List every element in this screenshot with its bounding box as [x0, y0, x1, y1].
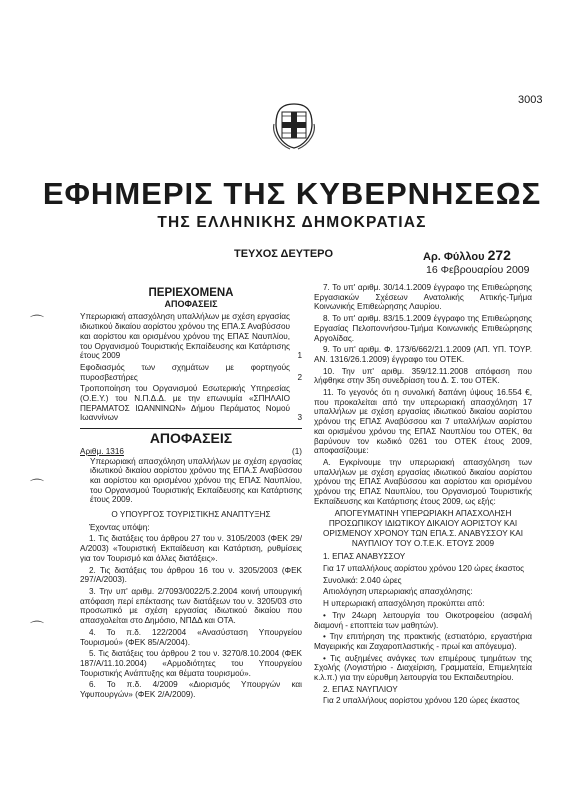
masthead-title: ΕΦΗΜΕΡΙΣ ΤΗΣ ΚΥΒΕΡΝΗΣΕΩΣ — [42, 176, 542, 211]
divider — [80, 428, 302, 429]
approval-paragraph: Α. Εγκρίνουμε την υπερωριακή απασχόληση των υπαλλήλων με σχέση εργασίας ιδιωτικού δικαίου αορίστου χρόνου της ΕΠΑΣ Αναβύσσου και αορίστου και ορισμένου χρόνου της ΕΠΑΣ Ναυπλίου, του Οργανισμού Τουριστικής Εκπαίδευσης και Κατάρτισης έτους 2009, ως εξής: — [314, 457, 532, 506]
consideration-item: 7. Το υπ' αριθμ. 30/14.1.2009 έγγραφο της Επιθεώρησης Εργασιακών Σχέσεων Ανατολικής Αττικής-Τμήμα Κοινωνικής Επιθεώρησης Λαυρίου. — [314, 283, 532, 312]
bullet-item: • Τις αυξημένες ανάγκες των επιμέρους τμημάτων της Σχολής (Λογιστήριο - Διαχείριση, Γραμματεία, Επιμελητεία κ.λ.π.) για την εύρυθμη λειτουργία του Εκπαιδευτηρίου. — [314, 653, 532, 683]
page-number: 3003 — [518, 94, 543, 106]
sheet-number-value: 272 — [487, 247, 511, 263]
toc-entry-text: Εφοδιασμός των σχημάτων με φορτηγούς πυροσβεστήρες — [80, 362, 290, 382]
consideration-item: 9. Το υπ' αριθμ. Φ. 173/6/662/21.1.2009 (ΑΠ. ΥΠ. ΤΟΥΡ. ΑΝ. 1316/26.1.2009) έγγραφο του ΟΤΕΚ. — [314, 345, 532, 364]
toc-entry-text: Τροποποίηση του Οργανισμού Εσωτερικής Υπηρεσίας (Ο.Ε.Υ.) του Ν.Π.Δ.Δ. με την επωνυμία «ΣΠΗΛΑΙΟ ΠΕΡΑΜΑΤΟΣ ΙΩΑΝΝΙΝΩΝ» Δήμου Περάματος Νομού Ιωαννίνων — [80, 384, 290, 423]
consideration-item: 2. Τις διατάξεις του άρθρου 16 του ν. 3205/2003 (ΦΕΚ 297/Α/2003). — [80, 565, 302, 585]
section-title: 1. ΕΠΑΣ ΑΝΑΒΥΣΣΟΥ — [323, 552, 406, 562]
table-title: ΑΠΟΓΕΥΜΑΤΙΝΗ ΥΠΕΡΩΡΙΑΚΗ ΑΠΑΣΧΟΛΗΣΗ ΠΡΟΣΩΠΙΚΟΥ ΙΔΙΩΤΙΚΟΥ ΔΙΚΑΙΟΥ ΑΟΡΙΣΤΟΥ ΚΑΙ ΟΡΙΣΜΕΝΟΥ ΧΡΟΝΟΥ ΤΩΝ ΕΠΑ.Σ. ΑΝΑΒΥΣΣΟΥ ΚΑΙ ΝΑΥΠΛΙΟΥ ΤΟΥ Ο.Τ.Ε.Κ. ΕΤΟΥΣ 2009 — [323, 509, 523, 548]
toc-entry[interactable] — [80, 312, 302, 361]
sheet-number — [423, 247, 511, 263]
left-column — [80, 283, 302, 702]
consideration-item: 5. Τις διατάξεις του άρθρου 2 του ν. 3270/8.10.2004 (ΦΕΚ 187/Α/11.10.2004) «Αρμοδιότητες του Υπουργείου Τουριστικής Ανάπτυξης και θέματα τουρισμού». — [80, 649, 302, 678]
toc-entry-page: 3 — [297, 413, 302, 423]
decisions-heading: ΑΠΟΦΑΣΕΙΣ — [149, 430, 233, 447]
bullet-item: • Την επιτήρηση της πρακτικής (εστιατόριο, εργαστήρια Μαγειρικής και Ζαχαροπλαστικής - πρωί και απόγευμα). — [314, 632, 532, 651]
considering-label: Έχοντας υπόψη: — [89, 522, 150, 532]
minister-title: Ο ΥΠΟΥΡΓΟΣ ΤΟΥΡΙΣΤΙΚΗΣ ΑΝΑΠΤΥΞΗΣ — [111, 510, 271, 520]
toc-entry[interactable] — [80, 363, 302, 382]
bullet-item: • Την 24ωρη λειτουργία του Οικοτροφείου (ασφαλή διαμονή - εποπτεία των μαθητών). — [314, 610, 532, 630]
consideration-item: 10. Την υπ' αριθμ. 359/12.11.2008 απόφαση που λήφθηκε στην 35η συνεδρίαση του Δ. Σ. του ΟΤΕΚ. — [314, 366, 532, 386]
issue-date: 16 Φεβρουαρίου 2009 — [426, 264, 530, 276]
contents-heading: ΠΕΡΙΕΧΟΜΕΝΑ — [148, 287, 234, 299]
toc-entry-page: 2 — [297, 372, 302, 382]
greek-coat-of-arms-icon — [270, 102, 318, 150]
section-total: Συνολικά: 2.040 ώρες — [323, 575, 402, 585]
decision-summary: Υπερωριακή απασχόληση υπαλλήλων με σχέση εργασίας ιδιωτικού δικαίου αορίστου χρόνου της ΕΠΑ.Σ Αναβύσσου και αορίστου και ορισμένου χρόνου της ΕΠΑΣ Ναυπλίου, του Οργανισμού Τουριστικής Εκπαίδευσης και Κατάρτισης έτους 2009. — [90, 456, 302, 505]
toc-entry-text: Υπερωριακή απασχόληση υπαλλήλων με σχέση εργασίας ιδιωτικού δικαίου αορίστου χρόνου της ΕΠΑ.Σ Αναβύσσου και αορίστου και ορισμένου χρόνου της ΕΠΑΣ Ναυπλίου, του Οργανισμού Τουριστικής Εκπαίδευσης και Κατάρτισης έτους 2009 — [80, 312, 290, 361]
consideration-item: 11. Το γεγονός ότι η συνολική δαπάνη ύψους 16.554 €, που προκαλείται από την υπερωριακή απασχόληση 17 υπαλλήλων με σχέση εργασίας ιδιωτικού δικαίου αορίστου χρόνου της ΕΠΑΣ Αναβύσσου και 7 υπαλλήλων αορίστου και ορισμένου χρόνου της ΕΠΑΣ Ναυπλίου του ΟΤΕΚ, θα βαρύνουν τον κωδικό 0261 του ΟΤΕΚ έτους 2009, αποφασίζουμε: — [314, 388, 532, 456]
consideration-item: 8. Το υπ' αριθμ. 83/15.1.2009 έγγραφο της Επιθεώρησης Εργασίας Πελοποννήσου-Τμήμα Κοινωνικής Επιθεώρησης Αργολίδας. — [314, 314, 532, 343]
section-line: Για 2 υπαλλήλους αορίστου χρόνου 120 ώρες έκαστος — [323, 696, 520, 706]
margin-mark: ⌒ — [30, 478, 44, 494]
toc-entry-page: 1 — [297, 351, 302, 361]
right-column — [314, 283, 532, 708]
section-need: Η υπερωριακή απασχόληση προκύπτει από: — [323, 599, 485, 609]
sheet-label: Αρ. Φύλλου — [423, 251, 485, 263]
section-title: 2. ΕΠΑΣ ΝΑΥΠΛΙΟΥ — [323, 684, 398, 694]
decision-number: Αριθμ. 1316 — [80, 446, 124, 456]
consideration-item: 1. Τις διατάξεις του άρθρου 27 του ν. 3105/2003 (ΦΕΚ 29/Α/2003) «Τουριστική Εκπαίδευση και Κατάρτιση, ρυθμίσεις για τον Τουρισμό και άλλες διατάξεις». — [80, 534, 302, 563]
section-justification: Αιτιολόγηση υπερωριακής απασχόλησης: — [323, 587, 473, 597]
issue-label: ΤΕΥΧΟΣ ΔΕΥΤΕΡΟ — [234, 248, 334, 260]
consideration-item: 4. Το π.δ. 122/2004 «Ανασύσταση Υπουργείου Τουρισμού» (ΦΕΚ 85/Α/2004). — [80, 627, 302, 647]
masthead-subtitle: ΤΗΣ ΕΛΛΗΝΙΚΗΣ ΔΗΜΟΚΡΑΤΙΑΣ — [157, 214, 427, 231]
section-line: Για 17 υπαλλήλους αορίστου χρόνου 120 ώρες έκαστος — [323, 563, 525, 573]
decision-ref: (1) — [291, 446, 302, 456]
consideration-item: 3. Την υπ' αριθμ. 2/7093/0022/5.2.2004 κοινή υπουργική απόφαση περί επέκτασης των διατάξεων του ν. 3205/03 στο προσωπικό με σχέση εργασίας ιδιωτικού δικαίου που απασχολείται στο Δημόσιο, ΝΠΔΔ και ΟΤΑ. — [80, 586, 302, 626]
contents-subheading: ΑΠΟΦΑΣΕΙΣ — [164, 298, 218, 309]
margin-mark: ⌒ — [30, 314, 44, 330]
decision-number-row — [80, 447, 302, 457]
consideration-item: 6. Το π.δ. 4/2009 «Διορισμός Υπουργών και Υφυπουργών» (ΦΕΚ 2/Α/2009). — [80, 680, 302, 700]
margin-mark: ⌒ — [30, 620, 44, 636]
toc-entry[interactable] — [80, 384, 302, 423]
